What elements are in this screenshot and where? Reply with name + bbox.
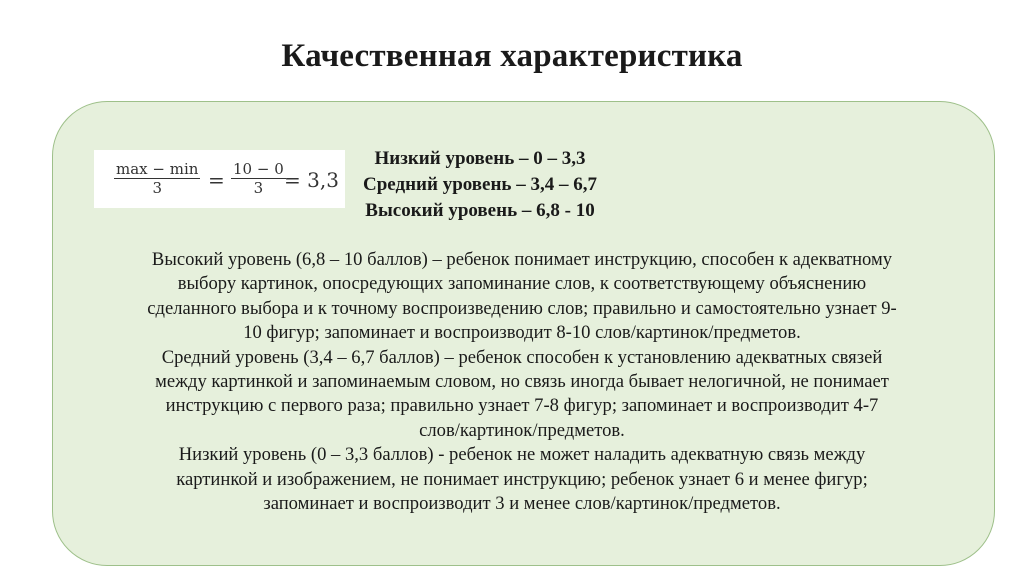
description-line: сделанного выбора и к точному воспроизведению слов; правильно и самостоятельно узнает 9- (147, 297, 897, 319)
formula-fraction-2-numerator: 10 − 0 (233, 160, 284, 178)
description-line: Низкий уровень (0 – 3,3 баллов) - ребенок не может наладить адекватную связь между (178, 444, 866, 466)
formula-equals-sign: = (208, 168, 225, 192)
description-high (82, 248, 962, 346)
level-low: Низкий уровень – 0 – 3,3 (374, 148, 586, 169)
formula-result: = 3,3 (284, 168, 339, 192)
formula-fraction-1 (114, 161, 200, 196)
description-line: картинкой и изображением, не понимает инструкцию; ребенок узнает 6 и менее фигур; (176, 468, 868, 490)
level-medium: Средний уровень – 3,4 – 6,7 (363, 174, 597, 195)
levels-list (300, 146, 660, 224)
description-line: выбору картинок, опосредующих запоминание слов, к соответствующему объяснению (177, 273, 867, 295)
formula-fraction-1-numerator: max − min (116, 160, 199, 178)
description-line: инструкцию с первого раза; правильно узнает 7-8 фигур; запоминает и воспроизводит 4-7 (165, 395, 879, 417)
description-line: 10 фигур; запоминает и воспроизводит 8-10 слов/картинок/предметов. (243, 322, 801, 344)
description-line: между картинкой и запоминаемым словом, но связь иногда бывает нелогичной, не понимает (155, 371, 889, 393)
description-medium (82, 346, 962, 444)
description-low (82, 443, 962, 516)
description-line: слов/картинок/предметов. (419, 419, 625, 441)
description-line: Средний уровень (3,4 – 6,7 баллов) – ребенок способен к установлению адекватных связей (161, 346, 883, 368)
level-high: Высокий уровень – 6,8 - 10 (365, 200, 595, 221)
formula-fraction-2 (231, 161, 286, 196)
description-line: Высокий уровень (6,8 – 10 баллов) – ребенок понимает инструкцию, способен к адекватному (151, 249, 893, 270)
description-line: запоминает и воспроизводит 3 и менее слов/картинок/предметов. (263, 493, 781, 515)
slide-title: Качественная характеристика (281, 38, 743, 74)
level-descriptions (82, 248, 962, 516)
formula-fraction-2-denominator: 3 (253, 179, 264, 197)
formula-fraction-1-denominator: 3 (152, 179, 162, 197)
